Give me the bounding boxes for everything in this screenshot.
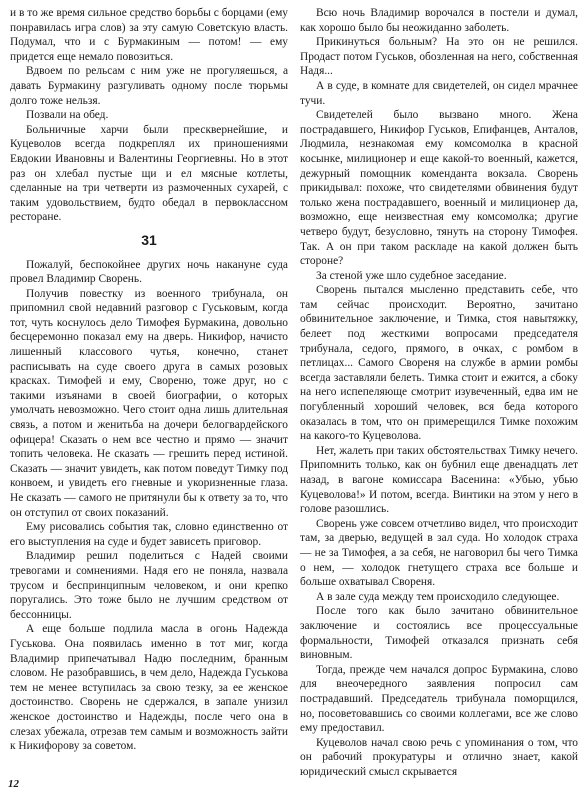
paragraph: Получив повестку из военного трибунала, он припомнил свой недавний разговор с Гуськовым, когда тот, чуть коснулось дело Тимофея Бурмакина, довольно бесцеремонно показал ему на дверь. Никифор, начисто лишенный классового чутья, конечно, станет расписывать на суде своего друга в самых розовых красках. Тимофей и ему, Свореню, тоже друг, но с такими изъянами в своей биографии, о которых умолчать невозможно. Чего стоит одна лишь длительная связь, а потом и женитьба на дочери белогвардейского офицера! Сказать о нем все честно и прямо — значит топить человека. Не сказать — грешить перед истиной. Сказать — значит увидеть, как потом поведут Тимку под конвоем, и увидеть его гневные и укоризненные глаза. Не сказать — самого не притянули бы к ответу за то, что он отступил от своих показаний. [10, 287, 288, 519]
paragraph: Сворень пытался мысленно представить себе, что там сейчас происходит. Вероятно, зачитано обвинительное заключение, и Тимка, стоя навытяжку, белеет под жесткими вопросами председателя трибунала, седого, прямого, в очках, с ромбом в петлицах... Самого Свореня на службе в армии ромбы всегда заставляли белеть. Тимка стоит и ежится, а сбоку на него испепеляюще смотрит изувеченный, едва им не погубленный хороший человек, вся беда которого оказалась в том, что он примерещился Тимке похожим на какого-то Куцеволова. [300, 284, 578, 443]
chapter-number: 31 [141, 231, 157, 248]
paragraph: Сворень уже совсем отчетливо видел, что происходит там, за дверью, ведущей в зал суда. Но холодок страха — не за Тимофея, а за себя, не наговорил бы чего Тимка о нем, — холодок гнетущего страха все больше и больше охватывал Свореня. [300, 517, 578, 589]
paragraph: После того как было зачитано обвинительное заключение и состоялись все процессуальные формальности, Тимофей отказался признать себя виновным. [300, 605, 578, 662]
paragraph: и в то же время сильное средство борьбы с борцами (ему понравилась игра слов) за эту самую Советскую власть. Подумал, что и с Бурмакиным — потом! — ему придется еще немало повозиться. [10, 7, 288, 63]
paragraph: А в зале суда между тем происходило следующее. [316, 590, 560, 603]
paragraph: А в суде, в комнате для свидетелей, он сидел мрачнее тучи. [300, 79, 578, 107]
paragraph: Больничные харчи были пресквернейшие, и Куцеволов всегда подкреплял их приношениями Евдокии Ивановны и Валентины Георгиевны. Но в этот раз он хлебал пустые щи и ел мясные котлеты, сделанные на три четверти из размоченных сухарей, с таким удовольствием, будто обедал в первоклассном ресторане. [10, 123, 288, 224]
paragraph: Тогда, прежде чем начался допрос Бурмакина, слово для внеочередного заявления попросил сам пострадавший. Председатель трибунала поморщился, но, посоветовавшись со своими коллегами, все же слово ему предоставил. [300, 663, 578, 735]
paragraph: Владимир решил поделиться с Надей своими тревогами и сомнениями. Надя его не поняла, назвала трусом и беспринципным человеком, и они крепко поругались. Это тоже было не лучшим средством от бессонницы. [10, 550, 288, 621]
paragraph: Нет, жалеть при таких обстоятельствах Тимку нечего. Припомнить только, как он бубнил еще двенадцать лет назад, в вагоне комиссара Васенина: «Убью, убью Куцеволова!» И потом, всегда. Винтики на этом у него в голове разошлись. [300, 444, 578, 516]
paragraph: Пожалуй, беспокойнее других ночь накануне суда провел Владимир Сворень. [10, 258, 288, 286]
page-number: 12 [8, 778, 19, 790]
right-column [300, 6, 578, 779]
paragraph: Свидетелей было вызвано много. Жена пострадавшего, Никифор Гуськов, Епифанцев, Анталов, Людмила, незнакомая ему комсомолка в красной косынке, милиционер и еще какой-то военный, кажется, дежурный помощник коменданта вокзала. Сворень прикидывал: похоже, что свидетелями обвинения будут только жена пострадавшего, военный и милиционер да, возможно, еще неизвестная ему комсомолка; другие четверо будут, безусловно, тянуть на сторону Тимофея. Так. А он при таком раскладе на какой должен быть стороне? [300, 109, 578, 268]
paragraph: Куцеволов начал свою речь с упоминания о том, что он рабочий прокуратуры и отлично знает, какой юридический смысл скрывается [300, 736, 578, 778]
paragraph: За стеной уже шло судебное заседание. [316, 269, 507, 282]
paragraph: Всю ночь Владимир ворочался в постели и думал, как хорошо было бы неожиданно заболеть. [300, 7, 578, 34]
paragraph: Позвали на обед. [26, 109, 109, 122]
paragraph: А еще больше подлила масла в огонь Надежда Гуськова. Она появилась именно в тот миг, когда Владимир припечатывал Надю последним, бранным словом. Не разобравшись, в чем дело, Надежда Гуськова тем не менее вступилась за свою тезку, за ее женское достоинство. Сворень не сдержался, в запале унизил женское достоинство и Надежды, после чего она в слезах убежала, отрезав тем самым и возможность зайти к Никифорову за советом. [10, 623, 288, 753]
left-column [10, 6, 288, 754]
paragraph: Прикинуться больным? На это он не решился. Продаст потом Гуськов, обозленная на него, собственная Надя... [300, 36, 578, 78]
paragraph: Ему рисовались события так, словно единственно от его выступления на суде и будет зависеть приговор. [10, 521, 288, 548]
paragraph: Вдвоем по рельсам с ним уже не прогуляешься, а давать Бурмакину разгуливать одному после тюрьмы долго тоже нельзя. [10, 65, 288, 107]
